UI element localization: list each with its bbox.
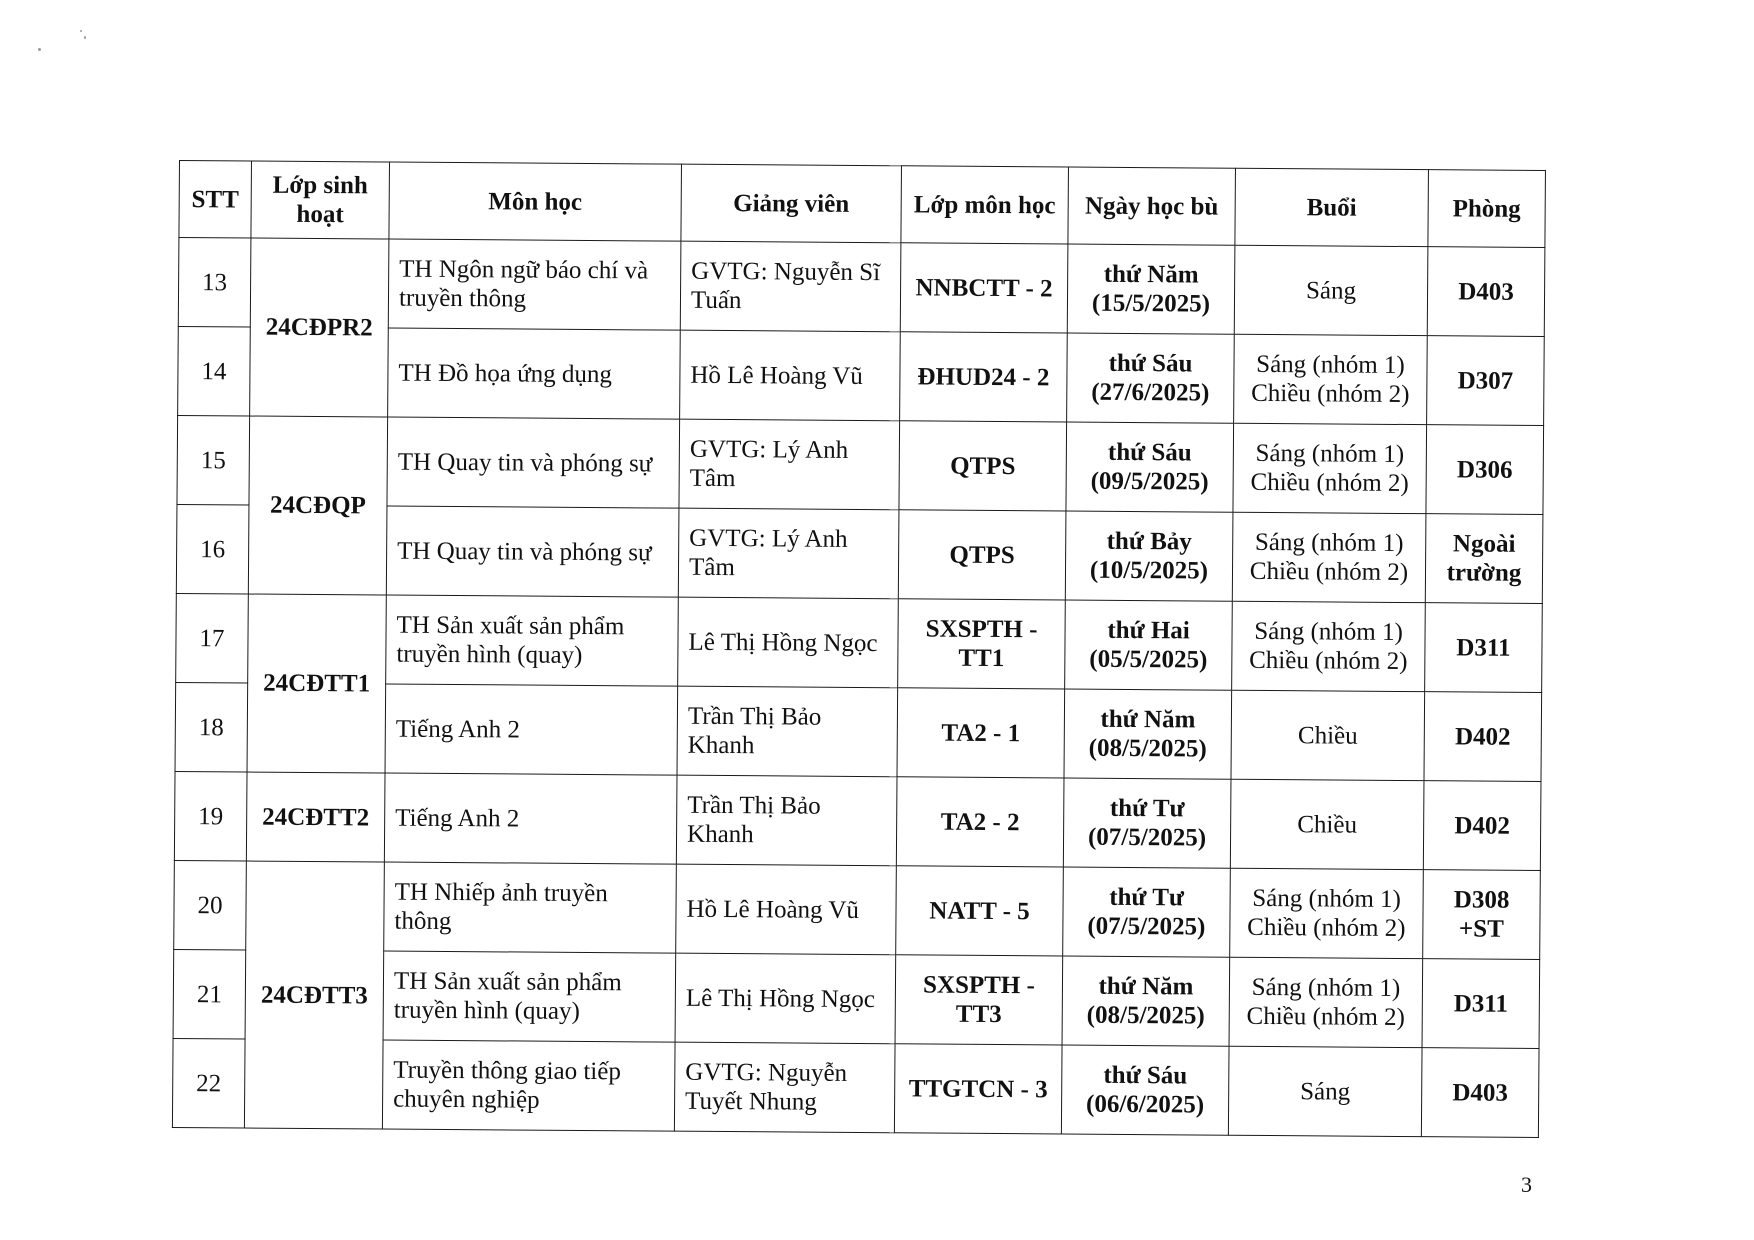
- date-day: thứ Sáu: [1108, 349, 1193, 378]
- cell-stt: 15: [177, 415, 250, 505]
- date-value: (27/6/2025): [1091, 378, 1210, 407]
- room-line-1: D311: [1456, 633, 1511, 662]
- scan-speck: [38, 48, 41, 51]
- session-line-1: Sáng (nhóm 1): [1255, 439, 1405, 468]
- date-value: (07/5/2025): [1087, 823, 1207, 852]
- session-line-1: Sáng (nhóm 1): [1252, 884, 1402, 913]
- cell-session: [1232, 512, 1426, 602]
- cell-class-group: 24CĐQP: [248, 416, 387, 595]
- date-value: (09/5/2025): [1090, 467, 1209, 496]
- session-line-1: Chiều: [1297, 810, 1358, 839]
- cell-stt: 20: [174, 860, 247, 950]
- session-line-2: Chiều (nhóm 2): [1249, 557, 1409, 587]
- date-day: thứ Năm: [1098, 972, 1194, 1001]
- cell-subject: TH Quay tin và phóng sự: [387, 417, 680, 508]
- session-line-1: Sáng (nhóm 1): [1256, 350, 1405, 379]
- cell-session: [1234, 334, 1428, 424]
- header-room: Phòng: [1428, 170, 1546, 248]
- cell-session: [1229, 957, 1423, 1047]
- cell-stt: 17: [176, 593, 249, 683]
- cell-teacher: Hồ Lê Hoàng Vũ: [676, 864, 897, 955]
- room-line-2: trường: [1446, 559, 1522, 587]
- cell-stt: 21: [173, 949, 246, 1039]
- session-line-1: Sáng: [1300, 1077, 1351, 1106]
- date-value: (15/5/2025): [1091, 289, 1211, 318]
- cell-course-code: NNBCTT - 2: [900, 243, 1068, 333]
- room-line-2: +ST: [1458, 915, 1504, 943]
- cell-stt: 19: [174, 771, 247, 861]
- session-line-1: Sáng (nhóm 1): [1254, 617, 1403, 646]
- cell-course-code: SXSPTH - TT1: [898, 599, 1066, 689]
- cell-date: [1067, 244, 1235, 334]
- cell-class-group: 24CĐTT1: [247, 594, 386, 773]
- cell-room: [1421, 1048, 1539, 1138]
- header-date: Ngày học bù: [1068, 167, 1236, 245]
- cell-room: [1427, 247, 1545, 337]
- schedule-table-container: [172, 160, 1545, 1138]
- room-line-1: D403: [1452, 1078, 1509, 1107]
- page-number: 3: [1521, 1172, 1532, 1197]
- date-value: (05/5/2025): [1089, 645, 1208, 674]
- scan-speck: [84, 36, 86, 39]
- cell-teacher: Trần Thị Bảo Khanh: [676, 775, 897, 866]
- session-line-1: Sáng (nhóm 1): [1251, 973, 1401, 1002]
- date-day: thứ Hai: [1107, 616, 1190, 645]
- table-row: [176, 593, 1543, 692]
- date-day: thứ Tư: [1109, 794, 1185, 823]
- room-line-1: D403: [1458, 277, 1514, 306]
- cell-class-group: 24CĐTT2: [246, 772, 385, 862]
- cell-stt: 14: [178, 326, 251, 416]
- cell-session: [1233, 423, 1427, 513]
- cell-session: [1232, 601, 1426, 691]
- date-day: thứ Sáu: [1107, 438, 1192, 467]
- cell-course-code: QTPS: [899, 421, 1067, 511]
- session-line-1: Chiều: [1297, 721, 1358, 750]
- date-day: thứ Sáu: [1103, 1061, 1188, 1090]
- cell-course-code: QTPS: [898, 510, 1066, 600]
- cell-stt: 22: [172, 1038, 245, 1128]
- cell-subject: TH Sản xuất sản phẩm truyền hình (quay): [383, 951, 676, 1042]
- cell-room: [1427, 336, 1545, 426]
- table-row: [174, 860, 1541, 959]
- cell-date: [1062, 956, 1230, 1046]
- cell-room: [1426, 425, 1544, 515]
- cell-class-group: 24CĐTT3: [244, 861, 384, 1129]
- date-day: thứ Năm: [1100, 705, 1196, 734]
- session-line-1: Sáng (nhóm 1): [1254, 528, 1404, 557]
- cell-date: [1064, 689, 1232, 779]
- cell-stt: 16: [176, 504, 249, 594]
- cell-session: [1231, 690, 1425, 780]
- header-teacher: Giảng viên: [681, 164, 902, 243]
- date-day: thứ Tư: [1109, 883, 1185, 912]
- cell-stt: 18: [175, 682, 248, 772]
- session-line-2: Chiều (nhóm 2): [1251, 379, 1410, 409]
- scan-speck: [80, 30, 82, 32]
- cell-date: [1067, 333, 1235, 423]
- room-line-1: D402: [1454, 722, 1511, 751]
- room-line-1: D311: [1453, 989, 1509, 1018]
- cell-subject: Truyền thông giao tiếp chuyên nghiệp: [382, 1040, 675, 1131]
- cell-stt: 13: [178, 238, 251, 328]
- cell-session: [1234, 245, 1428, 335]
- cell-course-code: TTGTCN - 3: [894, 1044, 1062, 1134]
- session-line-2: Chiều (nhóm 2): [1249, 646, 1408, 676]
- cell-date: [1065, 511, 1233, 601]
- cell-date: [1061, 1045, 1229, 1135]
- cell-session: [1230, 779, 1424, 869]
- cell-room: [1423, 870, 1541, 960]
- session-line-1: Sáng: [1305, 276, 1357, 305]
- cell-subject: TH Đồ họa ứng dụng: [388, 328, 681, 419]
- cell-teacher: Lê Thị Hồng Ngọc: [678, 597, 899, 688]
- cell-room: [1422, 959, 1540, 1049]
- cell-teacher: GVTG: Lý Anh Tâm: [678, 508, 899, 599]
- make-up-class-schedule-table: [172, 160, 1546, 1138]
- date-day: thứ Bảy: [1106, 527, 1192, 556]
- session-line-2: Chiều (nhóm 2): [1250, 468, 1409, 498]
- cell-date: [1065, 600, 1233, 690]
- cell-teacher: GVTG: Nguyễn Sĩ Tuấn: [680, 241, 901, 332]
- cell-course-code: SXSPTH - TT3: [895, 955, 1063, 1045]
- session-line-2: Chiều (nhóm 2): [1246, 1002, 1406, 1032]
- session-line-2: Chiều (nhóm 2): [1247, 913, 1406, 943]
- header-class: Lớp sinh hoạt: [251, 161, 390, 239]
- cell-session: [1230, 868, 1424, 958]
- cell-room: [1425, 603, 1543, 693]
- cell-subject: Tiếng Anh 2: [385, 684, 678, 775]
- room-line-1: Ngoài: [1452, 530, 1516, 558]
- room-line-1: D306: [1456, 455, 1513, 484]
- room-line-1: D307: [1457, 366, 1514, 395]
- cell-course-code: ĐHUD24 - 2: [900, 332, 1068, 422]
- cell-date: [1063, 778, 1231, 868]
- cell-teacher: Hồ Lê Hoàng Vũ: [680, 330, 901, 421]
- date-value: (07/5/2025): [1087, 912, 1206, 941]
- cell-subject: TH Quay tin và phóng sự: [386, 506, 679, 597]
- cell-room: [1425, 514, 1543, 604]
- cell-room: [1423, 781, 1541, 871]
- cell-subject: TH Nhiếp ảnh truyền thông: [384, 862, 677, 953]
- header-course-code: Lớp môn học: [901, 166, 1069, 244]
- date-value: (06/6/2025): [1085, 1090, 1205, 1119]
- cell-subject: Tiếng Anh 2: [384, 773, 677, 864]
- table-row: [178, 238, 1545, 337]
- cell-course-code: TA2 - 2: [896, 777, 1064, 867]
- cell-subject: TH Ngôn ngữ báo chí và truyền thông: [388, 239, 681, 330]
- cell-date: [1066, 422, 1234, 512]
- cell-class-group: 24CĐPR2: [250, 238, 389, 417]
- cell-teacher: Lê Thị Hồng Ngọc: [675, 953, 896, 1044]
- cell-teacher: Trần Thị Bảo Khanh: [677, 686, 898, 777]
- date-value: (10/5/2025): [1089, 556, 1209, 585]
- cell-teacher: GVTG: Nguyễn Tuyết Nhung: [674, 1042, 895, 1133]
- date-value: (08/5/2025): [1088, 734, 1207, 763]
- table-row: [174, 771, 1541, 870]
- table-header-row: [179, 161, 1546, 248]
- date-day: thứ Năm: [1103, 260, 1199, 289]
- header-session: Buổi: [1235, 168, 1429, 246]
- header-subject: Môn học: [389, 162, 682, 241]
- cell-course-code: NATT - 5: [896, 866, 1064, 956]
- date-value: (08/5/2025): [1086, 1001, 1205, 1030]
- room-line-1: D308: [1453, 886, 1510, 914]
- cell-session: [1228, 1046, 1422, 1136]
- cell-subject: TH Sản xuất sản phẩm truyền hình (quay): [386, 595, 679, 686]
- table-row: [177, 415, 1544, 514]
- room-line-1: D402: [1454, 811, 1511, 840]
- cell-course-code: TA2 - 1: [897, 688, 1065, 778]
- header-stt: STT: [179, 161, 252, 239]
- cell-room: [1424, 692, 1542, 782]
- cell-date: [1063, 867, 1231, 957]
- cell-teacher: GVTG: Lý Anh Tâm: [679, 419, 900, 510]
